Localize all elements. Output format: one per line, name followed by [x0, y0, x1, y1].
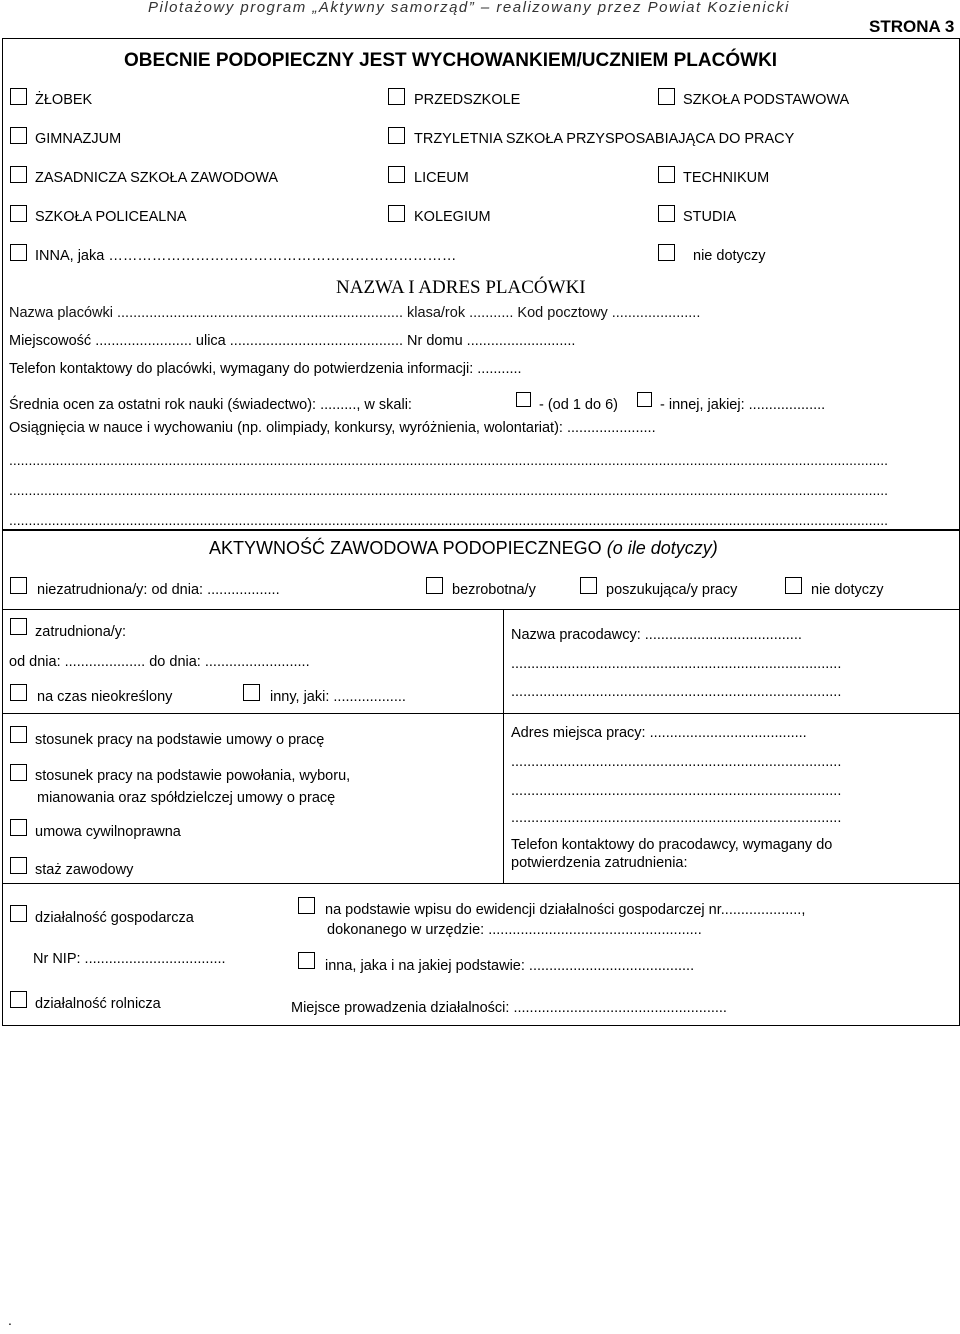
appointment-label-2: mianowania oraz spółdzielczej umowy o pracę: [37, 790, 336, 806]
seeking-label: poszukująca/y pracy: [606, 582, 738, 598]
divider-employer: [503, 713, 960, 714]
divider-vertical: [503, 609, 504, 883]
label-szkola-przysposabiajaca: TRZYLETNIA SZKOŁA PRZYSPOSABIAJĄCA DO PRACY: [414, 131, 795, 147]
employer-phone-1: Telefon kontaktowy do pracodawcy, wymagany do: [511, 837, 833, 853]
checkbox-inna[interactable]: [10, 244, 27, 261]
checkbox-inny[interactable]: [243, 684, 260, 701]
employer-name-line-2[interactable]: ..................................................................................: [511, 656, 842, 672]
checkbox-staz[interactable]: [10, 857, 27, 874]
school-name-row: Nazwa placówki ....................................................................... klasa/rok ........... Kod pocztowy ......................: [9, 305, 701, 321]
label-szkola-podstawowa: SZKOŁA PODSTAWOWA: [683, 92, 850, 108]
checkbox-bezrobotna[interactable]: [426, 577, 443, 594]
other-basis-label: inna, jaka i na jakiej podstawie: .........................................: [325, 958, 695, 974]
not-applicable-label: nie dotyczy: [811, 582, 884, 598]
checkbox-przedszkole[interactable]: [388, 88, 405, 105]
achievements-line-3[interactable]: ..................................................................................................................................................................................................................................: [9, 512, 889, 528]
checkbox-niezatrudniona[interactable]: [10, 577, 27, 594]
label-nie-dotyczy-szkola: nie dotyczy: [693, 248, 766, 264]
address-section-title: NAZWA I ADRES PLACÓWKI: [336, 277, 586, 298]
school-city-row: Miejscowość ........................ ulica ........................................... Nr domu ...........................: [9, 333, 576, 349]
school-section-title: OBECNIE PODOPIECZNY JEST WYCHOWANKIEM/UCZNIEM PLACÓWKI: [124, 50, 778, 71]
checkbox-zlobek[interactable]: [10, 88, 27, 105]
achievements-label: Osiągnięcia w nauce i wychowaniu (np. olimpiady, konkursy, wyróżnienia, wolontariat): ......................: [9, 420, 656, 436]
civil-contract-label: umowa cywilnoprawna: [35, 824, 181, 840]
employment-title-main: AKTYWNOŚĆ ZAWODOWA PODOPIECZNEGO: [209, 538, 602, 558]
workplace-line-2[interactable]: ..................................................................................: [511, 754, 842, 770]
checkbox-dzialalnosc-rolnicza[interactable]: [10, 991, 27, 1008]
label-przedszkole: PRZEDSZKOLE: [414, 92, 521, 108]
divider-employment: [2, 609, 960, 610]
checkbox-zasadnicza-szkola[interactable]: [10, 166, 27, 183]
registry-label-2: dokonanego w urzędzie: .....................................................: [327, 922, 702, 938]
employment-section-title: [209, 538, 718, 559]
employer-name-line-3[interactable]: ..................................................................................: [511, 684, 842, 700]
employer-name: Nazwa pracodawcy: .......................................: [511, 627, 802, 643]
scale-other-label: - innej, jakiej: ...................: [660, 397, 826, 413]
checkbox-szkola-policealna[interactable]: [10, 205, 27, 222]
checkbox-technikum[interactable]: [658, 166, 675, 183]
employment-title-note: (o ile dotyczy): [606, 538, 718, 558]
employment-dates: od dnia: .................... do dnia: ..........................: [9, 654, 310, 670]
farming-label: działalność rolnicza: [35, 996, 161, 1012]
checkbox-umowa-o-prace[interactable]: [10, 726, 27, 743]
label-zlobek: ŻŁOBEK: [35, 92, 93, 108]
jobless-label: bezrobotna/y: [452, 582, 536, 598]
checkbox-zatrudniona[interactable]: [10, 618, 27, 635]
label-studia: STUDIA: [683, 209, 737, 225]
unemployed-label: niezatrudniona/y: od dnia: ..................: [37, 582, 280, 598]
label-zasadnicza-szkola: ZASADNICZA SZKOŁA ZAWODOWA: [35, 170, 279, 186]
label-inna: INNA, jaka ………………………………………………………………: [35, 248, 457, 264]
checkbox-studia[interactable]: [658, 205, 675, 222]
checkbox-wpis-ewidencja[interactable]: [298, 897, 315, 914]
scale-1-6-label: - (od 1 do 6): [539, 397, 618, 413]
workplace-address: Adres miejsca pracy: .......................................: [511, 725, 807, 741]
checkbox-poszukujaca[interactable]: [580, 577, 597, 594]
label-kolegium: KOLEGIUM: [414, 209, 491, 225]
checkbox-powolanie[interactable]: [10, 764, 27, 781]
contract-label: stosunek pracy na podstawie umowy o pracę: [35, 732, 325, 748]
checkbox-nie-dotyczy-praca[interactable]: [785, 577, 802, 594]
checkbox-dzialalnosc-gospodarcza[interactable]: [10, 905, 27, 922]
checkbox-liceum[interactable]: [388, 166, 405, 183]
other-contract-label: inny, jaki: ..................: [270, 689, 406, 705]
nip-field: Nr NIP: ...................................: [33, 951, 226, 967]
achievements-line-2[interactable]: ..................................................................................................................................................................................................................................: [9, 482, 889, 498]
label-gimnazjum: GIMNAZJUM: [35, 131, 122, 147]
checkbox-nie-dotyczy-szkola[interactable]: [658, 244, 675, 261]
employer-phone-2: potwierdzenia zatrudnienia:: [511, 855, 688, 871]
registry-label-1: na podstawie wpisu do ewidencji działalności gospodarczej nr....................,: [325, 902, 806, 918]
label-liceum: LICEUM: [414, 170, 469, 186]
checkbox-scale-other[interactable]: [637, 392, 652, 407]
divider-contract-type: [2, 713, 503, 714]
internship-label: staż zawodowy: [35, 862, 134, 878]
business-label: działalność gospodarcza: [35, 910, 194, 926]
checkbox-szkola-przysposabiajaca[interactable]: [388, 127, 405, 144]
label-szkola-policealna: SZKOŁA POLICEALNA: [35, 209, 187, 225]
checkbox-kolegium[interactable]: [388, 205, 405, 222]
divider-business: [2, 883, 960, 884]
checkbox-umowa-cywilnoprawna[interactable]: [10, 819, 27, 836]
business-place-label: Miejsce prowadzenia działalności: .....................................................: [291, 1000, 727, 1016]
footer-dot: .: [8, 1312, 12, 1328]
page-label: STRONA 3: [869, 17, 955, 36]
checkbox-inna-podstawa[interactable]: [298, 952, 315, 969]
indefinite-label: na czas nieokreślony: [37, 689, 173, 705]
checkbox-nieokreslony[interactable]: [10, 684, 27, 701]
school-phone-row: Telefon kontaktowy do placówki, wymagany do potwierdzenia informacji: ...........: [9, 361, 522, 377]
workplace-line-4[interactable]: ..................................................................................: [511, 810, 842, 826]
grade-average-label: Średnia ocen za ostatni rok nauki (świadectwo): ........., w skali:: [9, 397, 412, 413]
checkbox-szkola-podstawowa[interactable]: [658, 88, 675, 105]
label-technikum: TECHNIKUM: [683, 170, 770, 186]
checkbox-gimnazjum[interactable]: [10, 127, 27, 144]
program-header: Pilotażowy program „Aktywny samorząd” – realizowany przez Powiat Kozienicki: [148, 0, 790, 16]
employed-label: zatrudniona/y:: [35, 624, 127, 640]
checkbox-scale-1-6[interactable]: [516, 392, 531, 407]
appointment-label-1: stosunek pracy na podstawie powołania, wyboru,: [35, 768, 351, 784]
workplace-line-3[interactable]: ..................................................................................: [511, 783, 842, 799]
achievements-line-1[interactable]: ..................................................................................................................................................................................................................................: [9, 452, 889, 468]
